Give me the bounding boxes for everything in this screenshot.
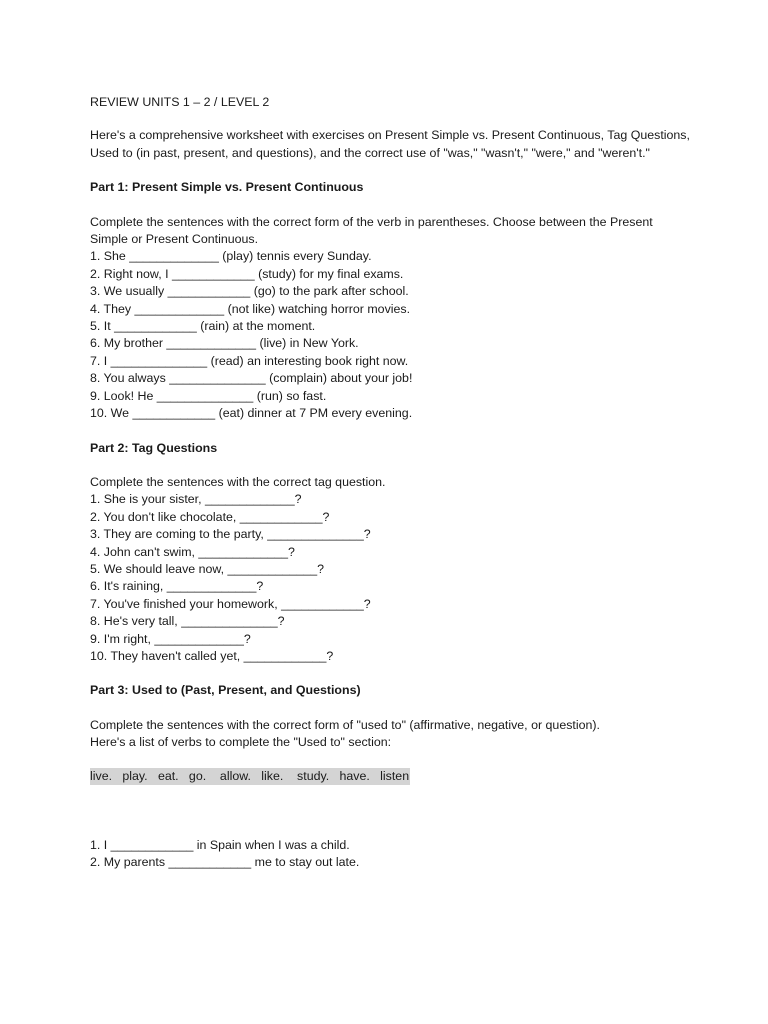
exercise-item: 5. It ____________ (rain) at the moment.	[90, 319, 316, 334]
intro-paragraph: Here's a comprehensive worksheet with exercises on Present Simple vs. Present Continuous, Tag Questions, Used to (in past, present, and questions), and the correct use of "was," "wasn't," "were," and "weren't."	[90, 128, 690, 160]
worksheet-page	[90, 94, 690, 871]
exercise-item: 4. John can't swim, _____________?	[90, 544, 295, 559]
exercise-item: 8. You always ______________ (complain) about your job!	[90, 371, 413, 386]
part2-instruction: Complete the sentences with the correct tag question.	[90, 474, 386, 489]
exercise-item: 1. She _____________ (play) tennis every Sunday.	[90, 249, 372, 264]
exercise-item: 6. It's raining, _____________?	[90, 579, 264, 594]
exercise-item: 1. She is your sister, _____________?	[90, 492, 302, 507]
exercise-item: 7. I ______________ (read) an interesting book right now.	[90, 353, 409, 368]
exercise-item: 4. They _____________ (not like) watching horror movies.	[90, 301, 411, 316]
exercise-item: 10. They haven't called yet, ____________?	[90, 648, 334, 663]
exercise-item: 2. Right now, I ____________ (study) for my final exams.	[90, 266, 404, 281]
part1-instruction: Complete the sentences with the correct form of the verb in parentheses. Choose between the Present Simple or Present Continuous.	[90, 214, 657, 247]
part3-exercise-list	[90, 837, 690, 872]
exercise-item: 5. We should leave now, _____________?	[90, 561, 325, 576]
exercise-item: 3. We usually ____________ (go) to the park after school.	[90, 284, 409, 299]
exercise-item: 9. I'm right, _____________?	[90, 631, 251, 646]
exercise-item: 9. Look! He ______________ (run) so fast.	[90, 388, 327, 403]
part1-exercise-list	[90, 248, 690, 422]
part3-instruction: Complete the sentences with the correct form of "used to" (affirmative, negative, or question).	[90, 717, 600, 732]
verb-bank-row	[90, 768, 690, 785]
part1-heading: Part 1: Present Simple vs. Present Continuous	[90, 180, 364, 195]
part2-exercise-list	[90, 491, 690, 665]
exercise-item: 7. You've finished your homework, ____________?	[90, 596, 371, 611]
worksheet-title: REVIEW UNITS 1 – 2 / LEVEL 2	[90, 95, 270, 109]
exercise-item: 2. You don't like chocolate, ____________?	[90, 509, 330, 524]
part3-heading: Part 3: Used to (Past, Present, and Questions)	[90, 683, 361, 698]
part3-verb-list-intro: Here's a list of verbs to complete the "Used to" section:	[90, 735, 392, 750]
exercise-item: 3. They are coming to the party, ______________?	[90, 527, 371, 542]
exercise-item: 2. My parents ____________ me to stay out late.	[90, 855, 360, 869]
exercise-item: 8. He's very tall, ______________?	[90, 614, 285, 629]
exercise-item: 10. We ____________ (eat) dinner at 7 PM every evening.	[90, 406, 413, 421]
part2-heading: Part 2: Tag Questions	[90, 440, 218, 455]
exercise-item: 6. My brother _____________ (live) in New York.	[90, 336, 359, 351]
exercise-item: 1. I ____________ in Spain when I was a child.	[90, 837, 350, 852]
verb-bank: live. play. eat. go. allow. like. study. have. listen	[90, 768, 410, 783]
